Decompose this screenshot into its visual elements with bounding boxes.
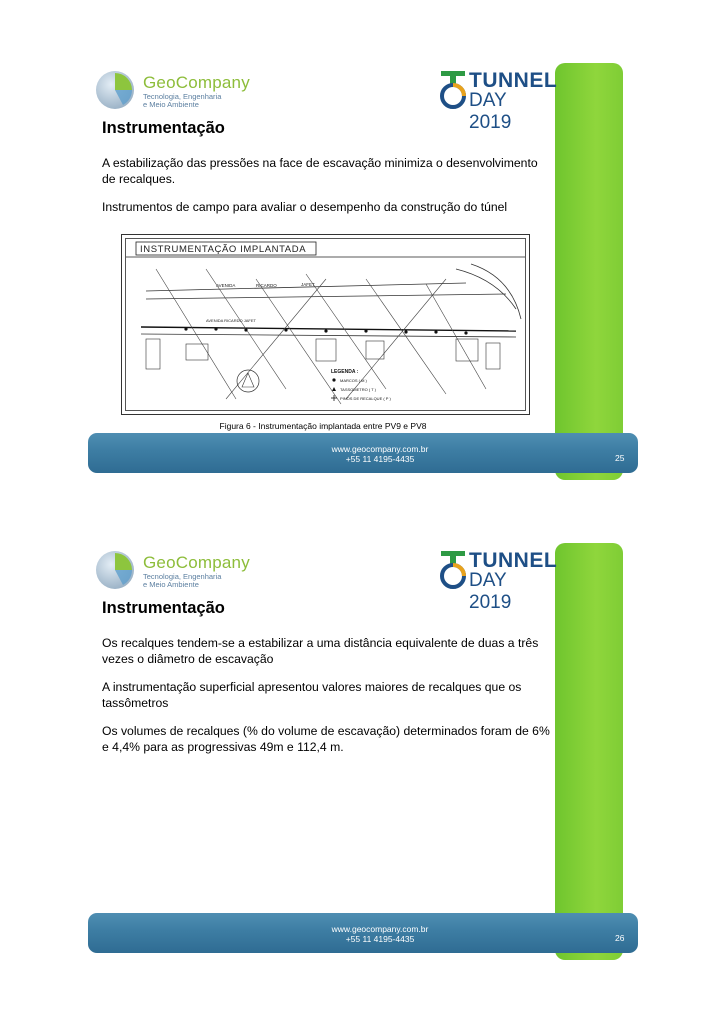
tagline-line-2: e Meio Ambiente bbox=[143, 100, 199, 109]
tunnel-emblem-icon bbox=[439, 69, 467, 111]
drawing-header: INSTRUMENTAÇÃO IMPLANTADA bbox=[140, 244, 307, 255]
tagline-line-2: e Meio Ambiente bbox=[143, 580, 199, 589]
page-number: 26 bbox=[615, 933, 625, 943]
instrumentation-drawing bbox=[121, 234, 530, 415]
drawing-frame bbox=[125, 238, 526, 411]
paragraph-2: A instrumentação superficial apresentou valores maiores de recalques que os tassômetros bbox=[102, 680, 522, 710]
geocompany-globe-icon bbox=[93, 68, 137, 112]
tagline-line-1: Tecnologia, Engenharia bbox=[143, 572, 222, 581]
geocompany-name: GeoCompany bbox=[143, 553, 250, 572]
legend-item-1: MARCOS ( M ) bbox=[340, 378, 367, 383]
green-side-bar bbox=[555, 543, 623, 960]
legend-item-2: TASSOMETRO ( T ) bbox=[340, 387, 377, 392]
paragraph-3: Os volumes de recalques (% do volume de escavação) determinados foram de 6% e 4,4% para as progressivas 49m e 112,4 m. bbox=[102, 724, 550, 754]
tagline-line-1: Tecnologia, Engenharia bbox=[143, 92, 222, 101]
legend-item-3: PINOS DE RECALQUE ( P ) bbox=[340, 396, 391, 401]
footer-phone: +55 11 4195-4435 bbox=[345, 934, 415, 944]
street-label-1: AVENIDA bbox=[216, 283, 236, 288]
figure-caption: Figura 6 - Instrumentação implantada entre PV9 e PV8 bbox=[219, 421, 427, 431]
tunnel-emblem-icon bbox=[439, 549, 467, 591]
slide-title: Instrumentação bbox=[102, 119, 225, 137]
plan-drawing bbox=[126, 239, 525, 410]
tunnel-day-logo bbox=[439, 549, 558, 613]
paragraph-1: Os recalques tendem-se a estabilizar a uma distância equivalente de duas a três vezes o diâmetro de escavação bbox=[102, 636, 539, 666]
paragraph-2: Instrumentos de campo para avaliar o desempenho da construção do túnel bbox=[102, 200, 508, 214]
footer-website[interactable]: www.geocompany.com.br bbox=[331, 924, 429, 934]
slide-footer bbox=[88, 433, 638, 473]
geocompany-globe-icon bbox=[93, 548, 137, 592]
footer-phone: +55 11 4195-4435 bbox=[345, 454, 415, 464]
footer-website[interactable]: www.geocompany.com.br bbox=[331, 444, 429, 454]
tunnel-day-year: DAY 2019 bbox=[469, 570, 512, 613]
green-side-bar bbox=[555, 63, 623, 480]
slide-26 bbox=[88, 543, 638, 963]
tunnel-day-year: DAY 2019 bbox=[469, 90, 512, 133]
street-label-4: AVENIDA RICARDO JAFET bbox=[206, 318, 256, 323]
geocompany-tagline bbox=[143, 573, 221, 589]
geocompany-name: GeoCompany bbox=[143, 73, 250, 92]
tunnel-word: TUNNEL bbox=[469, 69, 558, 92]
street-label-3: JAFET bbox=[301, 282, 315, 287]
geocompany-logo bbox=[93, 68, 250, 112]
slide-footer bbox=[88, 913, 638, 953]
legend-title: LEGENDA : bbox=[331, 369, 359, 375]
tunnel-day-logo bbox=[439, 69, 558, 133]
slide-25 bbox=[88, 63, 638, 483]
street-label-2: RICARDO bbox=[256, 283, 277, 288]
geocompany-logo bbox=[93, 548, 250, 592]
slide-title: Instrumentação bbox=[102, 599, 225, 617]
tunnel-word: TUNNEL bbox=[469, 549, 558, 572]
paragraph-1: A estabilização das pressões na face de escavação minimiza o desenvolvimento de recalques. bbox=[102, 156, 538, 186]
geocompany-tagline bbox=[143, 93, 221, 109]
page-number: 25 bbox=[615, 453, 625, 463]
